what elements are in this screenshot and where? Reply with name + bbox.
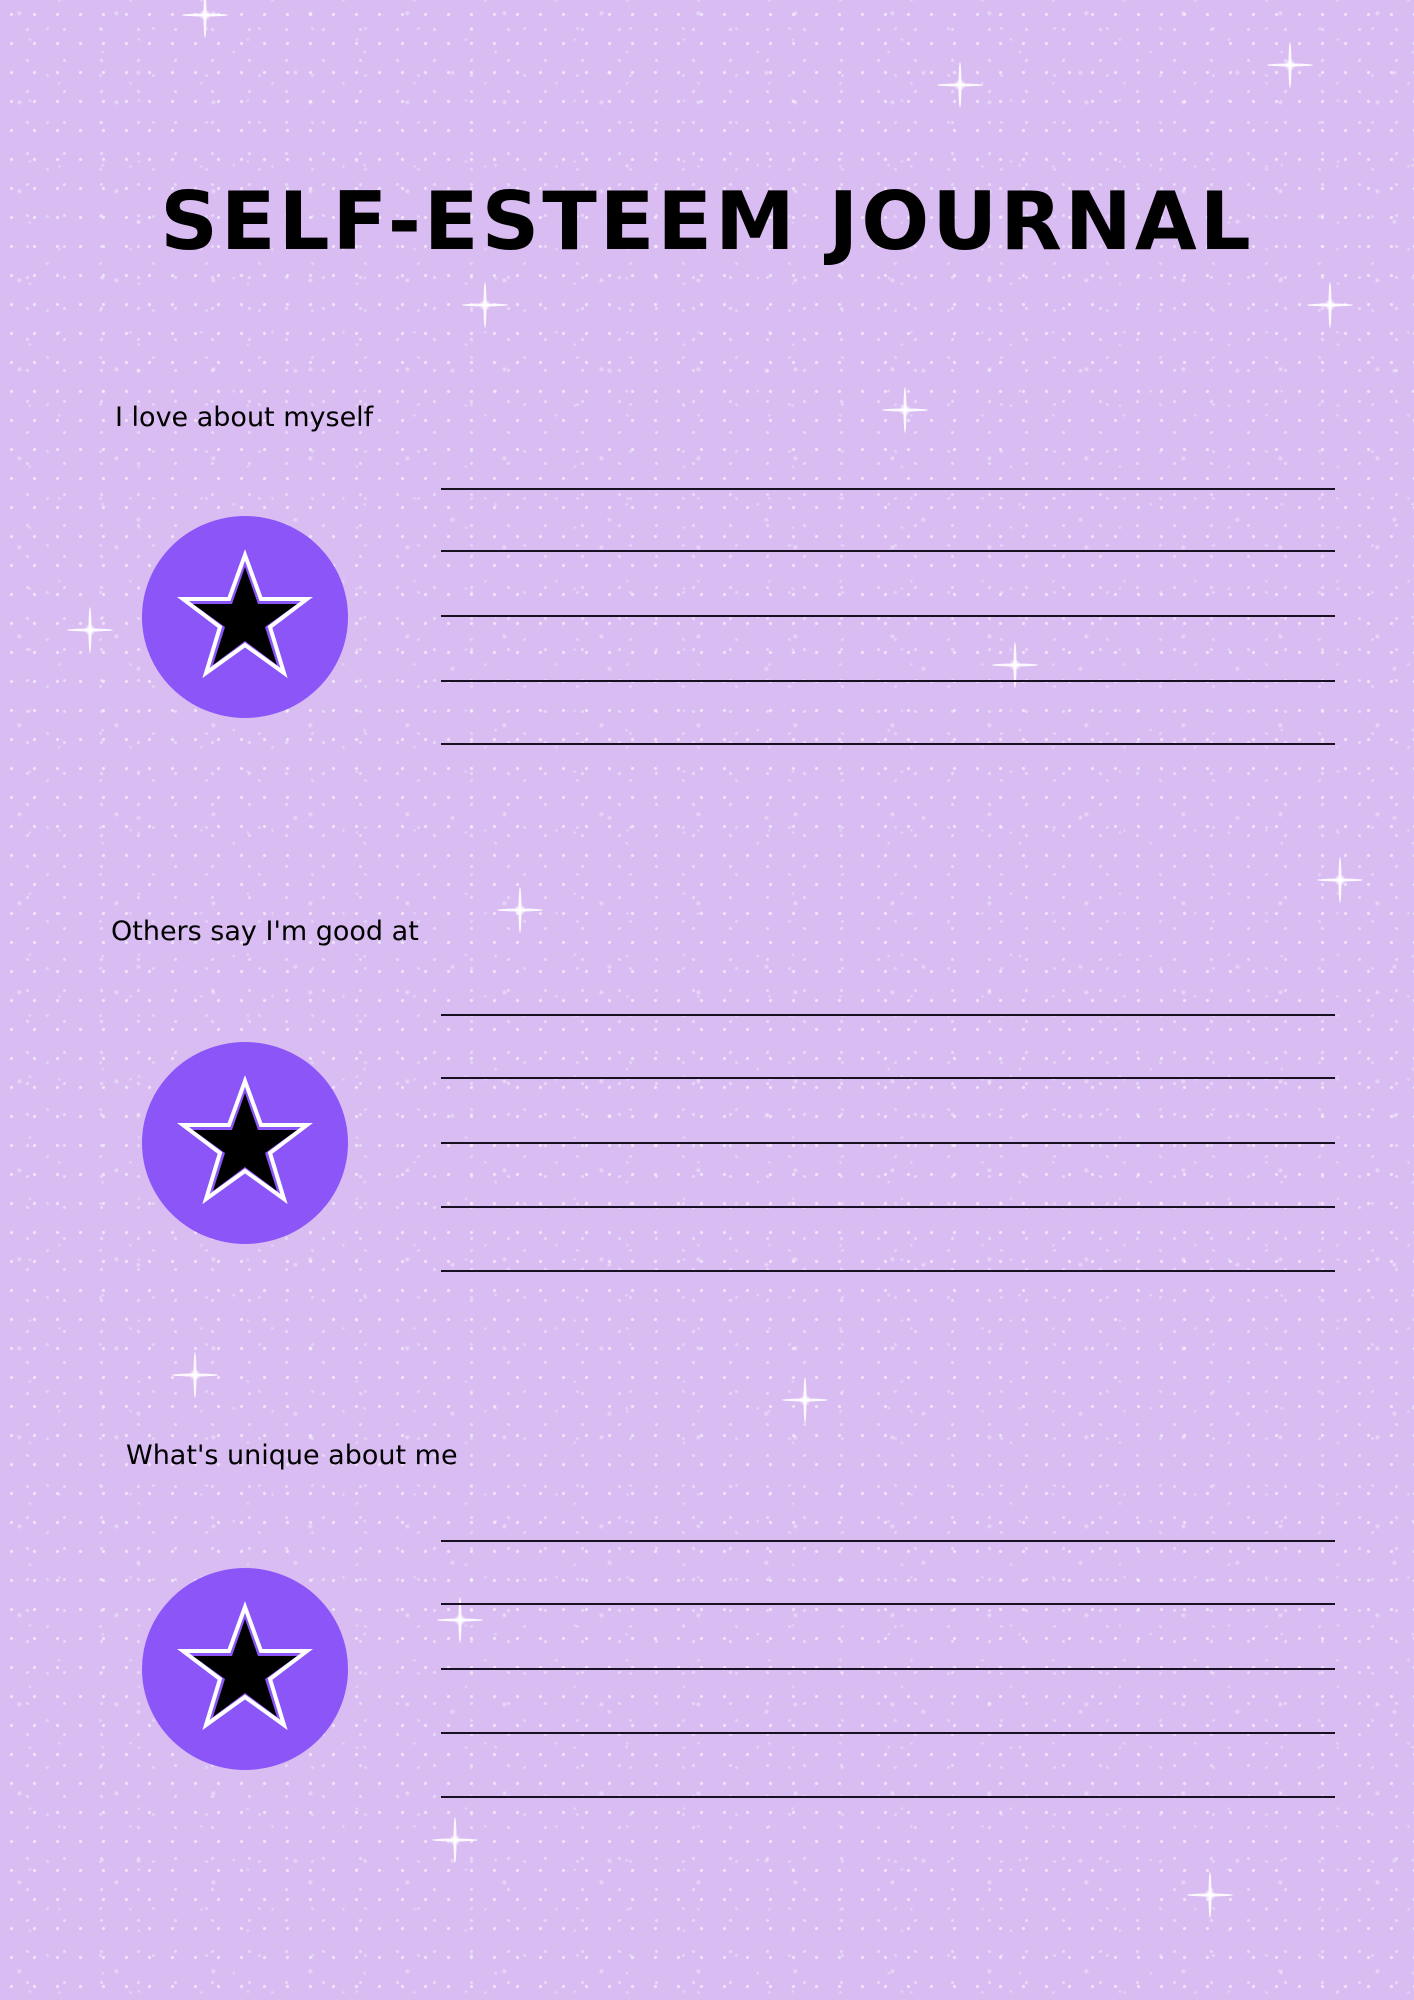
writing-line[interactable] (441, 1014, 1335, 1016)
page-title: SELF-ESTEEM JOURNAL (160, 175, 1254, 268)
star-icon (177, 549, 313, 679)
writing-line[interactable] (441, 1732, 1335, 1734)
writing-line[interactable] (441, 1540, 1335, 1542)
writing-line[interactable] (441, 1270, 1335, 1272)
writing-line[interactable] (441, 680, 1335, 682)
writing-line[interactable] (441, 615, 1335, 617)
writing-line[interactable] (441, 1077, 1335, 1079)
writing-line[interactable] (441, 1668, 1335, 1670)
writing-line[interactable] (441, 1603, 1335, 1605)
section-label-others-say: Others say I'm good at (111, 916, 419, 947)
section-label-unique-about-me: What's unique about me (126, 1440, 458, 1471)
writing-line[interactable] (441, 1142, 1335, 1144)
writing-line[interactable] (441, 1206, 1335, 1208)
star-icon (177, 1075, 313, 1205)
writing-line[interactable] (441, 743, 1335, 745)
section-label-love-myself: I love about myself (115, 402, 374, 433)
star-icon (177, 1601, 313, 1731)
writing-line[interactable] (441, 488, 1335, 490)
star-badge (142, 516, 348, 718)
star-badge (142, 1042, 348, 1244)
writing-line[interactable] (441, 1796, 1335, 1798)
writing-line[interactable] (441, 550, 1335, 552)
star-badge (142, 1568, 348, 1770)
